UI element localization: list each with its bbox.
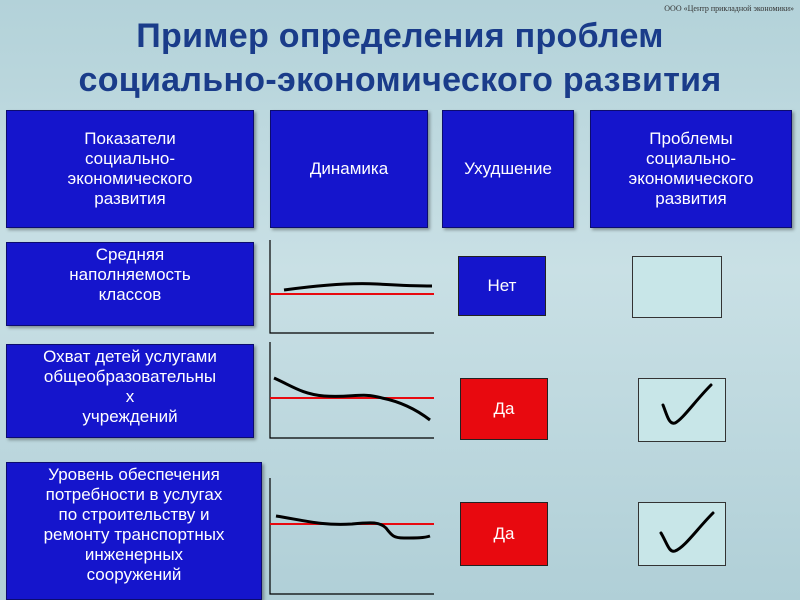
row-1-trend-line (284, 284, 432, 290)
header-indicators: Показатели социально- экономического развития (6, 110, 254, 228)
row-3-dynamics-graph (262, 476, 438, 600)
title-line-1: Пример определения проблем (136, 17, 664, 55)
row-3-trend-line (276, 516, 430, 538)
row-1-deterioration-badge: Нет (458, 256, 546, 316)
row-2-axes (270, 342, 434, 438)
row-1-label: Средняя наполняемость классов (6, 242, 254, 326)
header-deterioration: Ухудшение (442, 110, 574, 228)
row-3-axes (270, 478, 434, 594)
row-3-label: Уровень обеспечения потребности в услугах по строительству и ремонту транспортных инженерных сооружений (6, 462, 262, 600)
row-2-label: Охват детей услугами общеобразовательны х учреждений (6, 344, 254, 438)
row-2-problem-box (638, 378, 726, 442)
row-1-problem-box (632, 256, 722, 318)
row-2-dynamics-graph (262, 340, 438, 444)
header-dynamics: Динамика (270, 110, 428, 228)
organization-name: ООО «Центр прикладной экономики» (664, 4, 794, 13)
title-line-2: социально-экономического развития (78, 61, 722, 99)
page-title (0, 14, 800, 102)
row-1-dynamics-graph (262, 238, 438, 338)
row-3-deterioration-badge: Да (460, 502, 548, 566)
header-problems: Проблемы социально- экономического развития (590, 110, 792, 228)
row-2-deterioration-badge: Да (460, 378, 548, 440)
row-3-problem-box (638, 502, 726, 566)
row-2-checkmark-icon (639, 379, 725, 441)
row-3-checkmark-icon (639, 503, 725, 565)
